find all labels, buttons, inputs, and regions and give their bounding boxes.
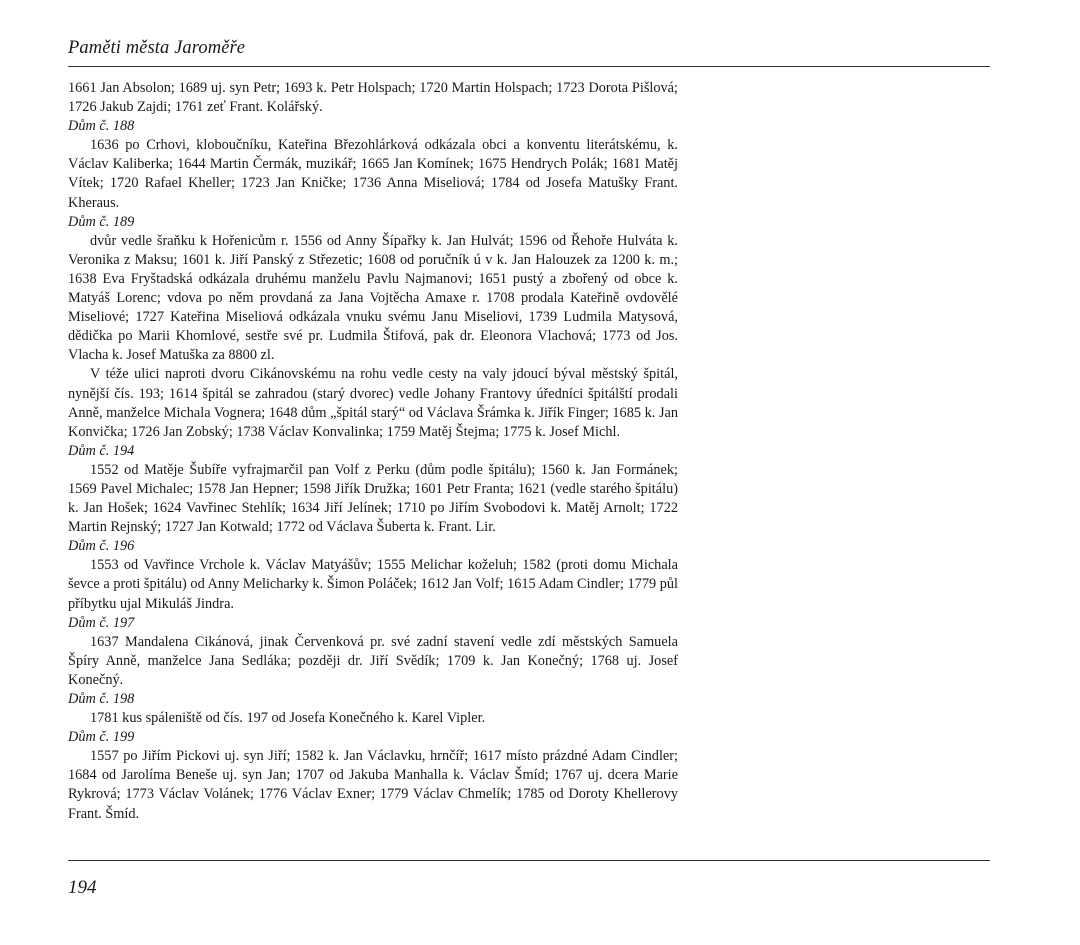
house-heading: Dům č. 196 bbox=[68, 538, 135, 555]
paragraph: 1557 po Jiřím Pickovi uj. syn Jiří; 1582 k. Jan Václavku, hrnčíř; 1617 místo prázdné Adam Cindler; 1684 od Jarolíma Beneše uj. syn Jan; 1707 od Jakuba Manhalla k. Václav Šmíd; 1767 uj. dcera Marie Rykrová; 1773 Václav Volánek; 1776 Václav Exner; 1779 Václav Chmelík; 1785 od Doroty Khellerovy Frant. Šmíd. bbox=[68, 748, 678, 822]
header-rule bbox=[68, 66, 990, 67]
house-heading: Dům č. 189 bbox=[68, 213, 135, 230]
paragraph: 1637 Mandalena Cikánová, jinak Červenková pr. své zadní stavení vedle zdí městských Samuela Špíry Anně, manželce Jana Sedláka; později dr. Jiří Svědík; 1709 k. Jan Konečný; 1768 uj. Josef Konečný. bbox=[68, 633, 678, 688]
body-text bbox=[68, 79, 678, 824]
paragraph: 1636 po Crhovi, kloboučníku, Kateřina Březohlárková odkázala obci a konventu literátskému, k. Václav Kaliberka; 1644 Martin Čermák, muzikář; 1665 Jan Komínek; 1675 Hendrych Polák; 1681 Matěj Vítek; 1720 Rafael Kheller; 1723 Jan Kničke; 1736 Anna Miseliová; 1784 od Josefa Matušky Frant. Kheraus. bbox=[68, 137, 678, 211]
house-heading: Dům č. 197 bbox=[68, 614, 135, 631]
house-heading: Dům č. 199 bbox=[68, 729, 135, 746]
paragraph: 1661 Jan Absolon; 1689 uj. syn Petr; 1693 k. Petr Holspach; 1720 Martin Holspach; 1723 Dorota Pišlová; 1726 Jakub Zajdi; 1761 zeť Frant. Kolářský. bbox=[68, 80, 678, 116]
paragraph: 1553 od Vavřince Vrchole k. Václav Matyášův; 1555 Melichar koželuh; 1582 (proti domu Michala ševce a proti špitálu) od Anny Melicharky k. Šimon Poláček; 1612 Jan Volf; 1615 Adam Cindler; 1779 půl příbytku ujal Mikuláš Jindra. bbox=[68, 557, 678, 612]
page-number: 194 bbox=[68, 877, 97, 898]
paragraph: dvůr vedle šraňku k Hořenicům r. 1556 od Anny Šípařky k. Jan Hulvát; 1596 od Řehoře Hulváta k. Veronika z Maksu; 1601 k. Jiří Panský z Střezetic; 1608 od poručník ú v k. Jan Halouzek za 1200 k. m.; 1638 Eva Fryštadská odkázala druhému manželu Pavlu Najmanovi; 1651 pustý a zbořený od obce k. Matyáš Lorenc; vdova po něm provdaná za Jana Vojtěcha Amaxe r. 1708 prodala Kateřině ovdovělé Miseliové; 1727 Kateřina Miseliová odkázala vnuku svému Janu Miseliovi, 1739 Ludmila Matysová, dědička po Marii Khomlové, sestře své pr. Ludmila Štifová, pak dr. Eleonora Vlachová; 1773 od Jos. Vlacha k. Josef Matuška za 8800 zl. bbox=[68, 232, 678, 364]
house-heading: Dům č. 194 bbox=[68, 442, 135, 459]
paragraph: 1781 kus spáleniště od čís. 197 od Josefa Konečného k. Karel Vipler. bbox=[90, 710, 486, 727]
running-head: Paměti města Jaroměře bbox=[68, 38, 246, 58]
house-heading: Dům č. 198 bbox=[68, 691, 135, 707]
paragraph: 1552 od Matěje Šubíře vyfrajmarčil pan Volf z Perku (dům podle špitálu); 1560 k. Jan Formánek; 1569 Pavel Michalec; 1578 Jan Hepner; 1598 Jiřík Družka; 1601 Petr Franta; 1621 (vedle starého špitálu) k. Jan Hošek; 1624 Vavřinec Stehlík; 1634 Jiří Jelínek; 1710 po Jiřím Svobodovi k. Matěj Arnolt; 1722 Martin Rejnský; 1727 Jan Kotwald; 1772 od Václava Šuberta k. Frant. Lir. bbox=[68, 461, 678, 536]
paragraph: V téže ulici naproti dvoru Cikánovskému na rohu vedle cesty na valy jdoucí býval městský špitál, nynější čís. 193; 1614 špitál se zahradou (starý dvorec) vedle Johany Frantovy úředníci špitálští prodali Anně, manželce Michala Vognera; 1648 dům „špitál starý“ od Václava Šrámka k. Jiřík Finger; 1685 k. Jan Konvička; 1726 Jan Zobský; 1738 Václav Konvalinka; 1759 Matěj Štejma; 1775 k. Josef Michl. bbox=[68, 366, 678, 440]
footer-rule bbox=[68, 860, 990, 861]
house-heading: Dům č. 188 bbox=[68, 118, 135, 135]
